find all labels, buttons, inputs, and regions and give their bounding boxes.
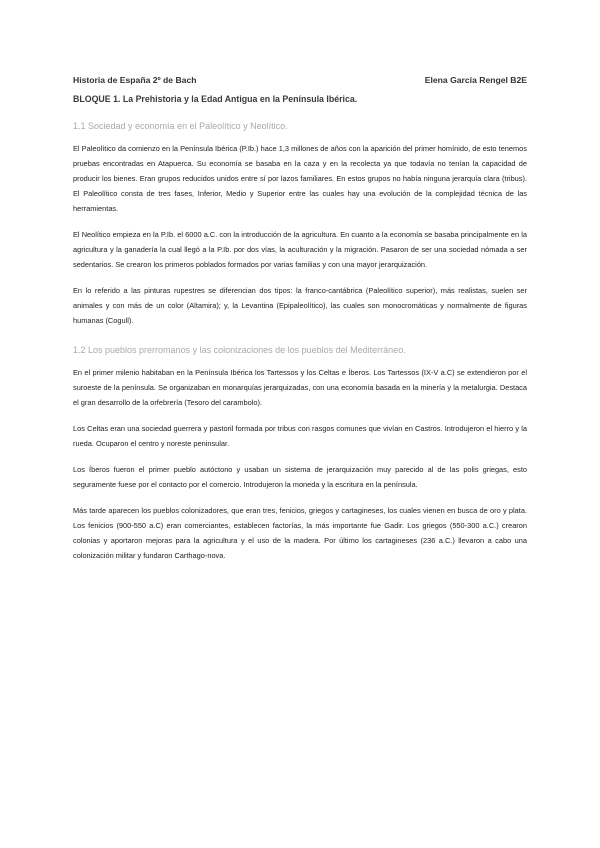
header-author: Elena García Rengel B2E <box>424 75 527 85</box>
paragraph: El Neolítico empieza en la P.Ib. el 6000 a.C. con la introducción de la agricultura. En cuanto a la economía se basaba principalmente en la agricultura y la ganadería la cual llegó a la P.Ib. por dos vías, la aculturación y la migración. Pasaron de ser una sociedad nómada a ser sedentarios. Se crearon los primeros poblados formados por varias familias y con una mayor jerarquización. <box>73 230 527 269</box>
paragraph: Más tarde aparecen los pueblos colonizadores, que eran tres, fenicios, griegos y cartagineses, los cuales vienen en busca de oro y plata. Los fenicios (900-550 a.C) eran comerciantes, establecen factorías, la más importante fue Gadir. Los griegos (550-300 a.C.) crearon colonias y aportaron mejoras para la agricultura y el uso de la madera. Por último los cartagineses (236 a.C.) llevaron a cabo una colonización militar y fundaron Carthago-nova. <box>73 506 527 560</box>
paragraph: El Paleolítico da comienzo en la Península Ibérica (P.Ib.) hace 1,3 millones de años con la aparición del primer homínido, de esto tenemos pruebas encontradas en Atapuerca. Su economía se basaba en la caza y en la recolecta ya que todavía no tenían la capacidad de producir los bienes. Eran grupos reducidos unidos entre sí por lazos familiares. En estos grupos no había ninguna jerarquía clara (tribus). El Paleolítico consta de tres fases, Inferior, Medio y Superior entre las cuales hay una evolución de la complejidad técnica de las herramientas. <box>73 144 527 213</box>
paragraph: En el primer milenio habitaban en la Península Ibérica los Tartessos y los Celtas e Íberos. Los Tartessos (IX-V a.C) se extendieron por el suroeste de la península. Se organizaban en monarquías jerarquizadas, con una economía basada en la minería y la metalurgia. Destaca el gran desarrollo de la orfebrería (Tesoro del carambolo). <box>73 368 527 407</box>
header-subject: Historia de España 2º de Bach <box>73 75 197 85</box>
section-heading-1: 1.1 Sociedad y economía en el Paleolítico y Neolítico. <box>73 121 288 131</box>
paragraph: En lo referido a las pinturas rupestres se diferencian dos tipos: la franco-cantábrica (Paleolítico superior), más realistas, suelen ser animales y con más de un color (Altamira); y, la Levantina (Epipaleolítico), las cuales son monocromáticas y normalmente de figuras humanas (Cogull). <box>73 286 527 325</box>
section-heading-2: 1.2 Los pueblos prerromanos y las colonizaciones de los pueblos del Mediterráneo. <box>73 345 406 355</box>
page-header <box>73 75 527 85</box>
paragraph: Los Íberos fueron el primer pueblo autóctono y usaban un sistema de jerarquización muy parecido al de las polis griegas, esto seguramente fuese por el contacto por el comercio. Introdujeron la moneda y la escritura en la península. <box>73 465 527 489</box>
paragraph: Los Celtas eran una sociedad guerrera y pastoril formada por tribus con rasgos comunes que vivían en Castros. Introdujeron el hierro y la rueda. Ocuparon el centro y noreste peninsular. <box>73 424 527 448</box>
block-title: BLOQUE 1. La Prehistoria y la Edad Antigua en la Península Ibérica. <box>73 94 358 104</box>
